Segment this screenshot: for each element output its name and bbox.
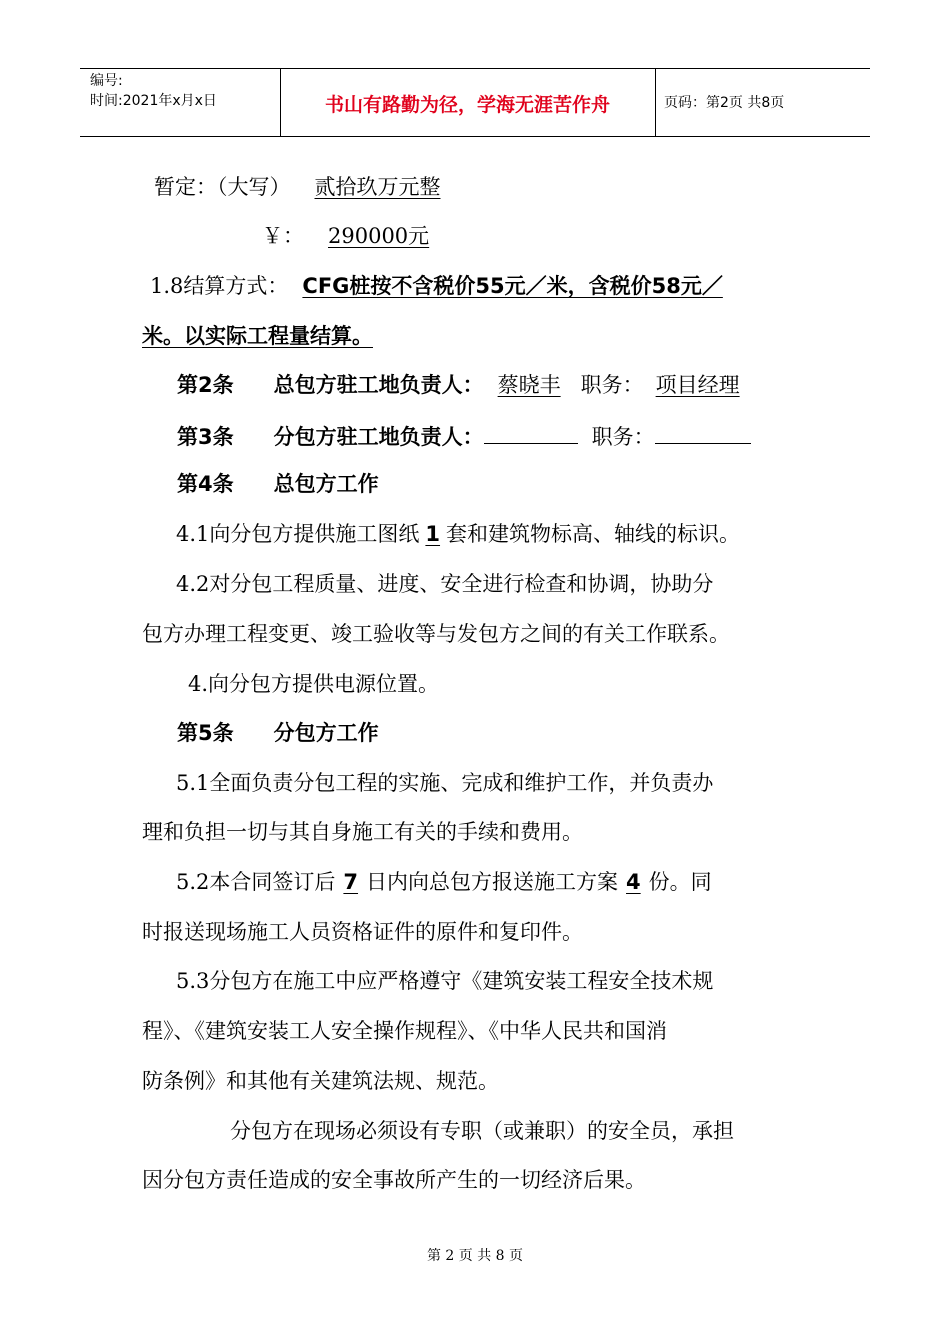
footer-post: 页 [509,1248,524,1264]
article-2-duty: 项目经理 [655,373,740,397]
clause-5-1-line-1: 5.1全面负责分包工程的实施、完成和维护工作，并负责办 [176,771,714,795]
clause-5-2-mid: 日内向总包方报送施工方案 [366,870,619,894]
clause-4-1-post: 套和建筑物标高、轴线的标识。 [446,522,741,546]
page-indicator [664,94,784,112]
clause-5-1-line-2: 理和负担一切与其自身施工有关的手续和费用。 [142,820,583,844]
price-capital-line [154,173,465,201]
clause-5-4-line-2: 因分包方责任造成的安全事故所产生的一切经济后果。 [142,1168,646,1192]
clause-5-2-days: 7 [343,870,359,894]
article-2-duty-label: 职务： [580,373,644,397]
article-3-duty-blank[interactable] [655,421,751,444]
time-field [90,92,217,110]
clause-5-3-line-3: 防条例》和其他有关建筑法规、规范。 [142,1069,499,1093]
clause-5-2-line-2: 时报送现场施工人员资格证件的原件和复印件。 [142,920,583,944]
article-5-text: 分包方工作 [273,721,379,745]
clause-5-3-line-1: 5.3分包方在施工中应严格遵守《建筑安装工程安全技术规 [176,969,714,993]
article-2-name: 蔡晓丰 [497,373,561,397]
page-footer [0,1245,950,1265]
header-top-border [80,68,870,69]
article-3-name-blank[interactable] [484,421,578,444]
time-label: 时间: [90,93,123,109]
settlement-line [150,272,723,300]
article-4-text: 总包方工作 [273,472,379,496]
time-value: 2021年x月x日 [122,93,217,109]
price-number-line [262,222,449,250]
page-mid: 页 共 [728,95,762,111]
page-total: 8 [761,95,771,111]
page-label: 页码：第 [664,95,720,111]
clause-5-2-line-1 [176,868,712,896]
footer-mid: 页 共 [458,1248,492,1264]
clause-5-3-line-2: 程》、《建筑安装工人安全操作规程》、《中华人民共和国消 [142,1019,667,1043]
settlement-value: CFG桩按不含税价55元／米，含税价58元／ [302,274,723,298]
clause-5-2-copies: 4 [626,870,641,894]
article-2-label: 第2条 [177,373,234,397]
page-current: 2 [720,95,729,111]
clause-4-3: 4.向分包方提供电源位置。 [188,672,440,696]
article-4-label: 第4条 [177,472,234,496]
footer-current: 2 [445,1248,455,1264]
motto: 书山有路勤为径，学海无涯苦作舟 [324,94,610,116]
article-2-text: 总包方驻工地负责人： [273,373,484,397]
settlement-label: 1.8结算方式： [150,274,289,298]
header-bottom-border [80,136,870,137]
serial-label: 编号: [90,73,123,89]
article-3 [177,421,751,451]
footer-total: 8 [495,1248,505,1264]
article-3-text: 分包方驻工地负责人： [273,425,484,449]
clause-4-2-line-2: 包方办理工程变更、竣工验收等与发包方之间的有关工作联系。 [142,622,730,646]
clause-4-1 [176,520,740,548]
article-3-label: 第3条 [177,425,234,449]
footer-pre: 第 [426,1248,441,1264]
settlement-line-2 [142,322,387,350]
article-2 [177,371,744,399]
article-4 [177,470,379,498]
price-capital-value: 贰拾玖万元整 [314,175,441,199]
clause-4-2-line-1: 4.2对分包工程质量、进度、安全进行检查和协调，协助分 [176,572,714,596]
price-capital-label: 暂定：（大写） [154,175,291,199]
price-number-value: 290000元 [328,224,430,248]
header-divider-right [655,68,656,136]
article-5 [177,719,379,747]
article-5-label: 第5条 [177,721,234,745]
clause-4-1-pre: 4.1向分包方提供施工图纸 [176,522,420,546]
clause-5-4-line-1: 分包方在现场必须设有专职（或兼职）的安全员，承担 [230,1119,734,1143]
clause-5-2-post: 份。同 [648,870,712,894]
page-end: 页 [770,95,785,111]
clause-5-2-pre: 5.2本合同签订后 [176,870,336,894]
article-3-duty-label: 职务： [591,425,655,449]
price-number-label: ￥： [262,224,304,248]
clause-4-1-num: 1 [425,522,441,546]
settlement-value-2: 米。以实际工程量结算。 [142,324,373,348]
